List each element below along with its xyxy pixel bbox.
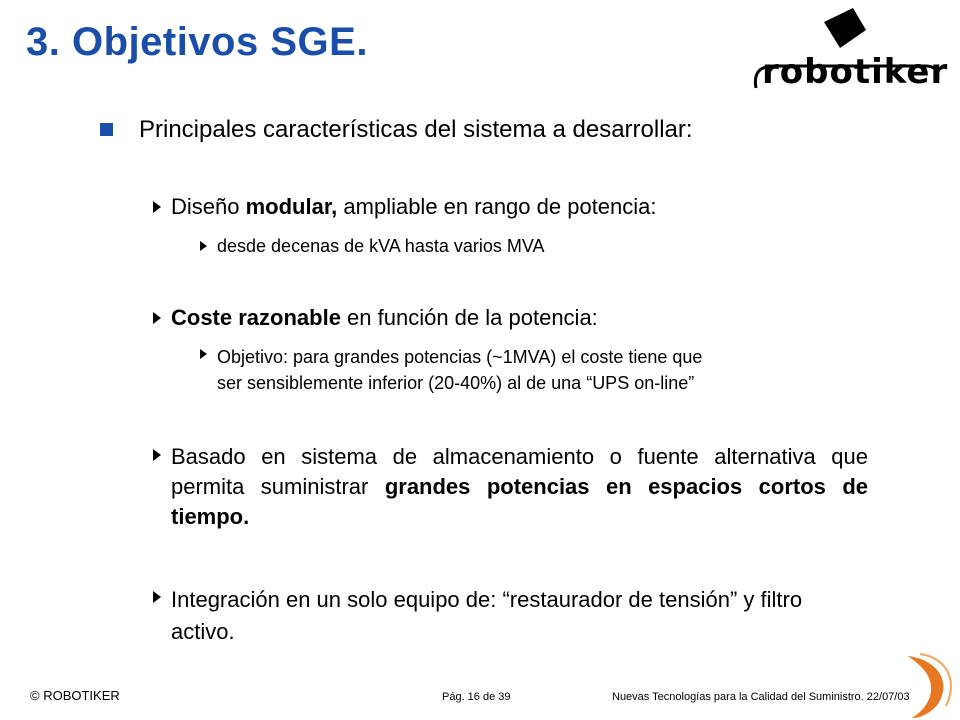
footer-presentation-info: Nuevas Tecnologías para la Calidad del Suministro. 22/07/03: [612, 691, 910, 703]
item3-prefix: Basado en sistema de almacenamiento o fuente alternativa que permita suministrar: [171, 444, 868, 499]
main-heading: Principales características del sistema a desarrollar:: [139, 116, 693, 143]
item1-suffix: ampliable en rango de potencia:: [337, 194, 657, 219]
logo-text: robotiker: [762, 52, 949, 92]
main-bullet: [100, 116, 693, 144]
footer-page-number: Pág. 16 de 39: [442, 691, 511, 703]
square-bullet-icon: [100, 123, 113, 136]
item1-sub: desde decenas de kVA hasta varios MVA: [217, 236, 545, 256]
sub-bullet-range: [200, 236, 545, 257]
bullet-basado: [153, 442, 868, 532]
triangle-bullet-icon: [153, 201, 161, 213]
item2-sub-line1: Objetivo: para grandes potencias (~1MVA) el coste tiene que: [217, 347, 703, 367]
item1-prefix: Diseño: [171, 194, 246, 219]
slide-title: 3. Objetivos SGE.: [26, 20, 368, 64]
item2-bold: Coste razonable: [171, 305, 341, 330]
triangle-bullet-icon: [153, 591, 161, 603]
footer-copyright: © ROBOTIKER: [30, 688, 120, 703]
bullet-modular: [153, 194, 657, 220]
item1-bold: modular,: [245, 194, 338, 219]
bullet-coste: [153, 305, 598, 331]
triangle-bullet-icon: [200, 241, 207, 251]
bullet-integracion: [153, 584, 868, 648]
triangle-bullet-icon: [153, 312, 161, 324]
item4-text: Integración en un solo equipo de: “restaurador de tensión” y filtro activo.: [171, 587, 803, 644]
item2-suffix: en función de la potencia:: [340, 305, 598, 330]
item2-sub-line2: ser sensiblemente inferior (20-40%) al de una “UPS on-line”: [217, 373, 695, 393]
corner-swoosh-icon: [898, 652, 960, 720]
sub-bullet-objetivo: [200, 344, 702, 396]
item3-bold: grandes potencias en espacios cortos de tiempo.: [171, 474, 869, 529]
triangle-bullet-icon: [153, 449, 161, 461]
triangle-bullet-icon: [200, 349, 207, 359]
